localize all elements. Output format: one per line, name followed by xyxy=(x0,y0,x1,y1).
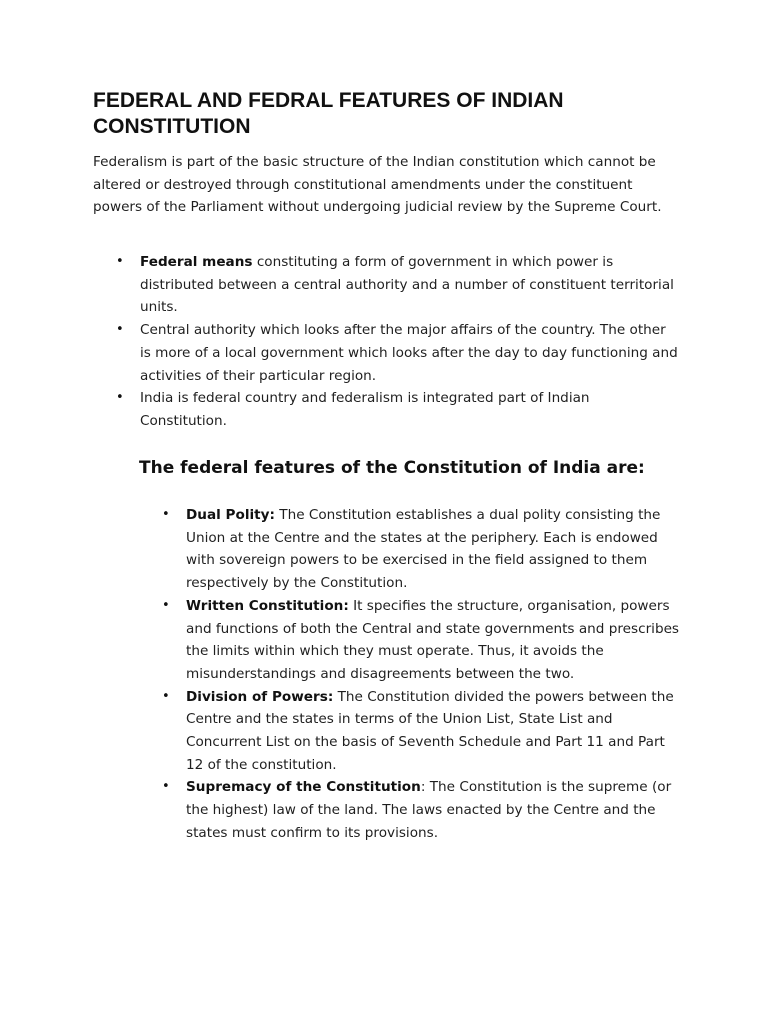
bullet-icon: • xyxy=(162,597,170,613)
intro-paragraph: Federalism is part of the basic structure of the Indian constitution which cannot be altered or destroyed through constitutional amendments under the constituent powers of the Parliament without undergoing judicial review by the Supreme Court. xyxy=(93,154,662,216)
list-item xyxy=(162,595,686,686)
feature-lead: Written Constitution: xyxy=(186,597,349,614)
federal-definition-list xyxy=(116,251,680,433)
bullet-icon: • xyxy=(116,322,124,338)
feature-lead: Dual Polity: xyxy=(186,507,275,523)
bullet-icon: • xyxy=(116,390,124,406)
bullet-icon: • xyxy=(162,688,170,704)
federal-features-list xyxy=(162,504,686,845)
list-item xyxy=(116,251,680,319)
list-item-text: India is federal country and federalism is integrated part of Indian Constitution. xyxy=(140,390,590,429)
bullet-icon: • xyxy=(162,507,170,522)
list-item-text: Central authority which looks after the major affairs of the country. The other is more of a local government which looks after the day to day functioning and activities of their particular region. xyxy=(140,322,678,384)
feature-text: The Constitution establishes a dual polity consisting the Union at the Centre and the states at the periphery. Each is endowed with sovereign powers to be exercised in the field assigned to them respectively by the Constitution. xyxy=(186,507,661,592)
feature-lead: Division of Powers: xyxy=(186,688,334,705)
feature-text: : The Constitution is the supreme (or the highest) law of the land. The laws enacted by the Centre and the states must confirm to its provisions. xyxy=(186,779,672,841)
feature-text: It specifies the structure, organisation, powers and functions of both the Central and state governments and prescribes the limits within which they must operate. Thus, it avoids the misunderstandings and disagreements between the two. xyxy=(186,597,680,682)
list-item xyxy=(116,319,680,387)
list-item xyxy=(162,504,686,595)
bullet-icon: • xyxy=(162,779,170,795)
feature-lead: Supremacy of the Constitution xyxy=(186,779,421,796)
section-subheading: The federal features of the Constitution of India are: xyxy=(139,458,645,478)
list-item xyxy=(116,387,680,432)
feature-text: The Constitution divided the powers between the Centre and the states in terms of the Union List, State List and Concurrent List on the basis of Seventh Schedule and Part 11 and Part 12 of the constitution. xyxy=(186,688,674,773)
list-item-lead: Federal means xyxy=(140,254,253,270)
document-title: FEDERAL AND FEDRAL FEATURES OF INDIAN CONSTITUTION xyxy=(93,89,564,138)
list-item-text: constituting a form of government in which power is distributed between a central authority and a number of constituent territorial units. xyxy=(140,254,674,316)
list-item xyxy=(162,776,686,844)
list-item xyxy=(162,686,686,777)
bullet-icon: • xyxy=(116,254,124,269)
